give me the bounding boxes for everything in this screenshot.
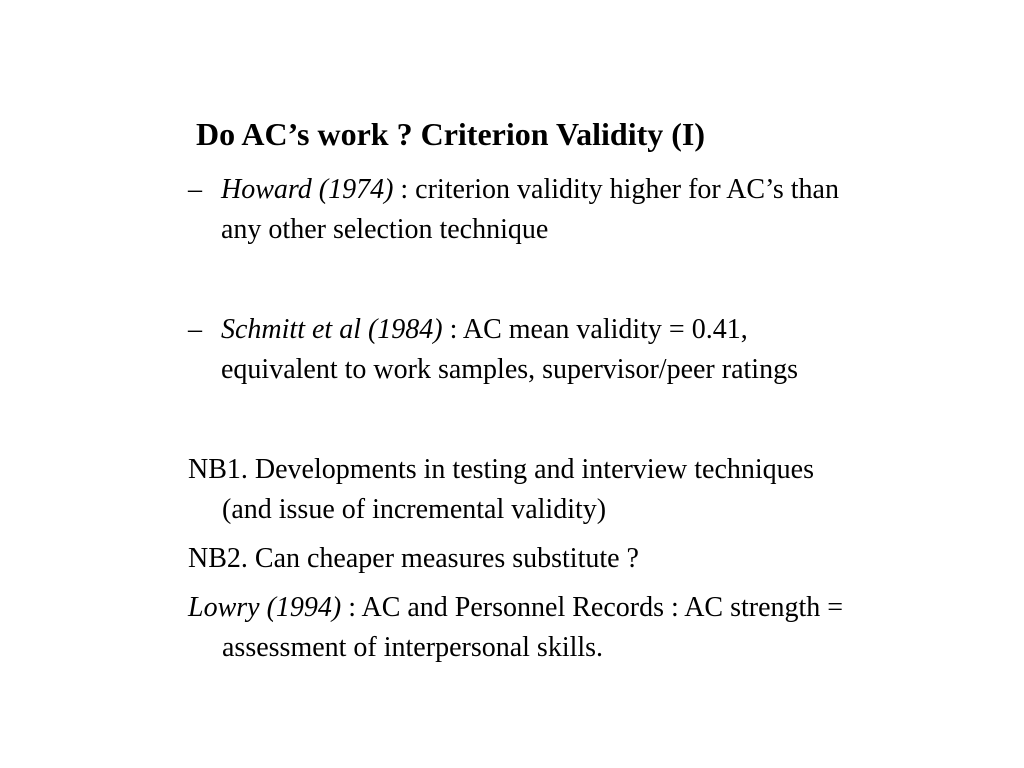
bullet-text: : criterion validity higher for AC’s than: [393, 174, 839, 205]
citation-author: Schmitt et al (1984): [221, 314, 443, 345]
citation-author: Lowry (1994): [188, 592, 342, 623]
dash-marker: –: [188, 314, 202, 345]
note-text: : AC and Personnel Records : AC strength =: [341, 592, 844, 623]
bullet-text: : AC mean validity = 0.41,: [442, 314, 748, 345]
note-text-continued: assessment of interpersonal skills.: [222, 632, 604, 663]
note-nb1: [188, 450, 814, 530]
note-line: [188, 588, 843, 628]
note-text: NB1. Developments in testing and interview techniques: [188, 454, 814, 485]
note-nb2: [188, 539, 639, 579]
note-lowry: [188, 588, 843, 668]
note-text: NB2. Can cheaper measures substitute ?: [188, 543, 639, 574]
slide-title: Do AC’s work ? Criterion Validity (I): [196, 116, 706, 152]
citation-author: Howard (1974): [221, 174, 394, 205]
bullet-schmitt: [188, 310, 798, 390]
dash-marker: –: [188, 174, 202, 205]
bullet-line: [188, 310, 798, 350]
bullet-line: [188, 170, 839, 210]
bullet-text-continued: any other selection technique: [221, 214, 549, 245]
bullet-text-continued: equivalent to work samples, supervisor/peer ratings: [221, 354, 798, 385]
bullet-howard: [188, 170, 839, 250]
note-text-continued: (and issue of incremental validity): [222, 494, 607, 525]
